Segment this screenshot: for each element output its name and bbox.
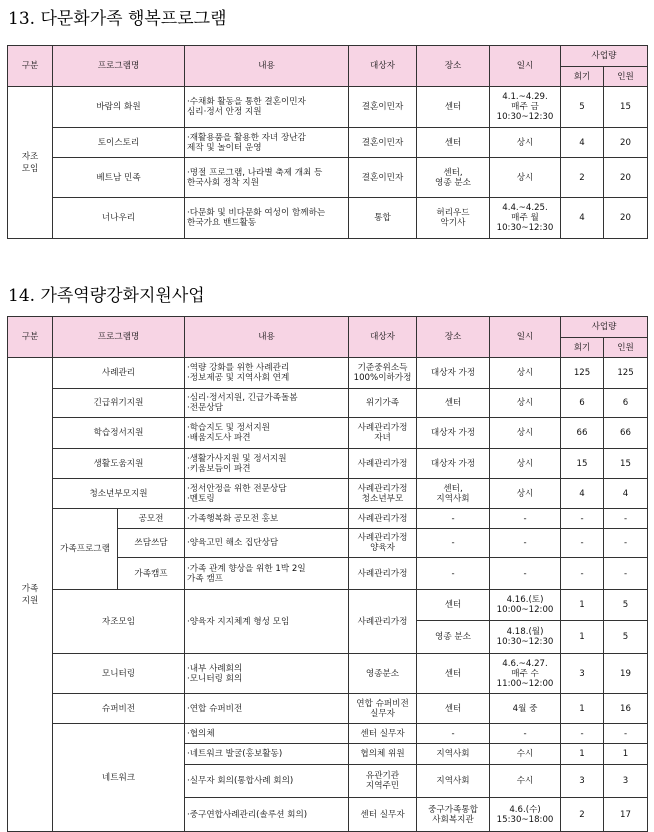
cell-content: ·역량 강화를 위한 사례관리 ·정보제공 및 지역사회 연계	[185, 358, 349, 389]
cell-content: ·연합 슈퍼비전	[185, 694, 349, 724]
cell-times: 15	[561, 449, 604, 479]
cell-content: ·가족행복화 공모전 홍보	[185, 509, 349, 529]
header-content: 내용	[185, 46, 349, 87]
cell-people: 17	[604, 798, 648, 832]
cell-content: ·양육고민 해소 집단상담	[185, 529, 349, 558]
cell-target: 기준중위소득 100%이하가정	[349, 358, 417, 389]
cell-program: 사례관리	[53, 358, 185, 389]
group-self-help: 자조 모임	[8, 87, 53, 239]
cell-times: 125	[561, 358, 604, 389]
cell-target: 사례관리가정 자녀	[349, 418, 417, 449]
cell-people: 3	[604, 765, 648, 798]
cell-times: 66	[561, 418, 604, 449]
header-target: 대상자	[349, 317, 417, 358]
cell-target: 연합 슈퍼비전 실무자	[349, 694, 417, 724]
cell-times: 3	[561, 765, 604, 798]
header-date: 일시	[490, 46, 561, 87]
cell-date: 상시	[490, 418, 561, 449]
cell-place: -	[417, 724, 490, 744]
cell-place: 센터, 지역사회	[417, 479, 490, 509]
table-multicultural-program	[7, 45, 648, 239]
cell-program: 너나우리	[53, 198, 185, 239]
cell-date: 상시	[490, 389, 561, 418]
cell-content: ·협의체	[185, 724, 349, 744]
cell-times: 1	[561, 590, 604, 621]
cell-date: 4월 중	[490, 694, 561, 724]
cell-content: ·중구연합사례관리(솔루션 회의)	[185, 798, 349, 832]
cell-times: 2	[561, 798, 604, 832]
cell-content: ·네트워크 발굴(홍보활동)	[185, 744, 349, 765]
cell-content: ·재활용품을 활용한 자녀 장난감 제작 및 놀이터 운영	[185, 128, 349, 158]
section-14-title: 14. 가족역량강화지원사업	[8, 286, 205, 306]
cell-people: 16	[604, 694, 648, 724]
header-people: 인원	[604, 338, 648, 358]
cell-times: 1	[561, 694, 604, 724]
cell-target: 결혼이민자	[349, 128, 417, 158]
cell-program: 베트남 민족	[53, 158, 185, 198]
cell-family-program-label: 가족프로그램	[53, 509, 118, 590]
cell-times: -	[561, 509, 604, 529]
cell-target: 사례관리가정	[349, 590, 417, 654]
cell-target: 유관기관 지역주민	[349, 765, 417, 798]
cell-date: 4.4.~4.25. 매주 월 10:30~12:30	[490, 198, 561, 239]
cell-date: 상시	[490, 479, 561, 509]
cell-times: 5	[561, 87, 604, 128]
cell-people: 20	[604, 198, 648, 239]
header-times: 회기	[561, 338, 604, 358]
cell-target: 센터 실무자	[349, 724, 417, 744]
cell-content: ·명절 프로그램, 나라별 축제 개최 등 한국사회 정착 지원	[185, 158, 349, 198]
cell-program: 가족캠프	[118, 558, 185, 590]
cell-place: -	[417, 558, 490, 590]
cell-people: -	[604, 509, 648, 529]
cell-people: 4	[604, 479, 648, 509]
cell-place: 허리우드 악기사	[417, 198, 490, 239]
cell-times: 4	[561, 479, 604, 509]
cell-date: -	[490, 558, 561, 590]
header-gubun: 구분	[8, 317, 53, 358]
cell-place: 대상자 가정	[417, 358, 490, 389]
cell-program: 긴급위기지원	[53, 389, 185, 418]
header-program: 프로그램명	[53, 317, 185, 358]
header-times: 회기	[561, 67, 604, 87]
cell-times: 1	[561, 744, 604, 765]
cell-content: ·다문화 및 비다문화 여성이 함께하는 한국가요 밴드활동	[185, 198, 349, 239]
cell-program: 쓰담쓰담	[118, 529, 185, 558]
cell-times: 4	[561, 128, 604, 158]
cell-place: 센터, 영종 분소	[417, 158, 490, 198]
cell-place: 센터	[417, 654, 490, 694]
header-target: 대상자	[349, 46, 417, 87]
cell-times: -	[561, 724, 604, 744]
cell-people: 6	[604, 389, 648, 418]
cell-target: 사례관리가정	[349, 449, 417, 479]
header-place: 장소	[417, 317, 490, 358]
cell-date: 상시	[490, 158, 561, 198]
cell-people: 66	[604, 418, 648, 449]
cell-target: 협의체 위원	[349, 744, 417, 765]
cell-place: 영종 분소	[417, 621, 490, 654]
cell-date: 4.1.~4.29. 매주 금 10:30~12:30	[490, 87, 561, 128]
header-program: 프로그램명	[53, 46, 185, 87]
cell-content: ·가족 관계 향상을 위한 1박 2일 가족 캠프	[185, 558, 349, 590]
cell-place: 센터	[417, 694, 490, 724]
cell-times: 4	[561, 198, 604, 239]
cell-program: 공모전	[118, 509, 185, 529]
cell-people: 5	[604, 621, 648, 654]
section-13-title: 13. 다문화가족 행복프로그램	[8, 9, 227, 29]
cell-content: ·수채화 활동을 통한 결혼이민자 심리·정서 안정 지원	[185, 87, 349, 128]
cell-program: 바람의 화원	[53, 87, 185, 128]
cell-program: 모니터링	[53, 654, 185, 694]
cell-program: 청소년부모지원	[53, 479, 185, 509]
cell-place: 대상자 가정	[417, 418, 490, 449]
cell-people: -	[604, 529, 648, 558]
header-people: 인원	[604, 67, 648, 87]
cell-place: 지역사회	[417, 765, 490, 798]
cell-target: 결혼이민자	[349, 158, 417, 198]
cell-program: 학습정서지원	[53, 418, 185, 449]
cell-target: 사례관리가정	[349, 509, 417, 529]
header-content: 내용	[185, 317, 349, 358]
cell-target: 위기가족	[349, 389, 417, 418]
cell-date: 상시	[490, 358, 561, 389]
cell-times: 1	[561, 621, 604, 654]
cell-target: 영종분소	[349, 654, 417, 694]
cell-place: 대상자 가정	[417, 449, 490, 479]
cell-place: -	[417, 529, 490, 558]
cell-content: ·심리·정서지원, 긴급가족돌봄 ·전문상담	[185, 389, 349, 418]
table-family-capacity-support	[7, 316, 648, 832]
cell-date: 상시	[490, 449, 561, 479]
cell-place: 센터	[417, 389, 490, 418]
cell-people: -	[604, 724, 648, 744]
cell-date: 4.18.(월) 10:30~12:30	[490, 621, 561, 654]
cell-people: 15	[604, 449, 648, 479]
group-family-support: 가족 지원	[8, 358, 53, 832]
cell-target: 사례관리가정 양육자	[349, 529, 417, 558]
cell-people: 20	[604, 128, 648, 158]
cell-content: ·학습지도 및 정서지원 ·배움지도사 파견	[185, 418, 349, 449]
cell-times: -	[561, 558, 604, 590]
cell-date: 상시	[490, 128, 561, 158]
cell-target: 사례관리가정	[349, 558, 417, 590]
cell-people: 125	[604, 358, 648, 389]
header-amount: 사업량	[561, 46, 648, 67]
cell-content: ·내부 사례회의 ·모니터링 회의	[185, 654, 349, 694]
cell-people: 5	[604, 590, 648, 621]
cell-people: -	[604, 558, 648, 590]
cell-program: 토이스토리	[53, 128, 185, 158]
cell-place: 중구가족통합 사회복지관	[417, 798, 490, 832]
cell-people: 15	[604, 87, 648, 128]
cell-place: 센터	[417, 87, 490, 128]
header-place: 장소	[417, 46, 490, 87]
cell-content: ·양육자 지지체계 형성 모임	[185, 590, 349, 654]
cell-date: 4.16.(토) 10:00~12:00	[490, 590, 561, 621]
cell-people: 19	[604, 654, 648, 694]
cell-program: 슈퍼비전	[53, 694, 185, 724]
cell-people: 1	[604, 744, 648, 765]
cell-target: 센터 실무자	[349, 798, 417, 832]
cell-date: 수시	[490, 744, 561, 765]
cell-date: 4.6.(수) 15:30~18:00	[490, 798, 561, 832]
cell-target: 결혼이민자	[349, 87, 417, 128]
header-amount: 사업량	[561, 317, 648, 338]
cell-place: 센터	[417, 128, 490, 158]
cell-target: 통합	[349, 198, 417, 239]
cell-program: 자조모임	[53, 590, 185, 654]
cell-times: 6	[561, 389, 604, 418]
cell-people: 20	[604, 158, 648, 198]
cell-times: 3	[561, 654, 604, 694]
cell-times: 2	[561, 158, 604, 198]
cell-date: -	[490, 724, 561, 744]
header-gubun: 구분	[8, 46, 53, 87]
cell-date: 4.6.~4.27. 매주 수 11:00~12:00	[490, 654, 561, 694]
header-date: 일시	[490, 317, 561, 358]
cell-content: ·생활가사지원 및 정서지원 ·키움보듬이 파견	[185, 449, 349, 479]
cell-place: 지역사회	[417, 744, 490, 765]
cell-place: 센터	[417, 590, 490, 621]
cell-program: 네트워크	[53, 724, 185, 832]
cell-target: 사례관리가정 청소년부모	[349, 479, 417, 509]
cell-date: 수시	[490, 765, 561, 798]
cell-content: ·정서안정을 위한 전문상담 ·멘토링	[185, 479, 349, 509]
cell-program: 생활도움지원	[53, 449, 185, 479]
cell-content: ·실무자 회의(통합사례 회의)	[185, 765, 349, 798]
cell-place: -	[417, 509, 490, 529]
cell-date: -	[490, 509, 561, 529]
cell-times: -	[561, 529, 604, 558]
cell-date: -	[490, 529, 561, 558]
